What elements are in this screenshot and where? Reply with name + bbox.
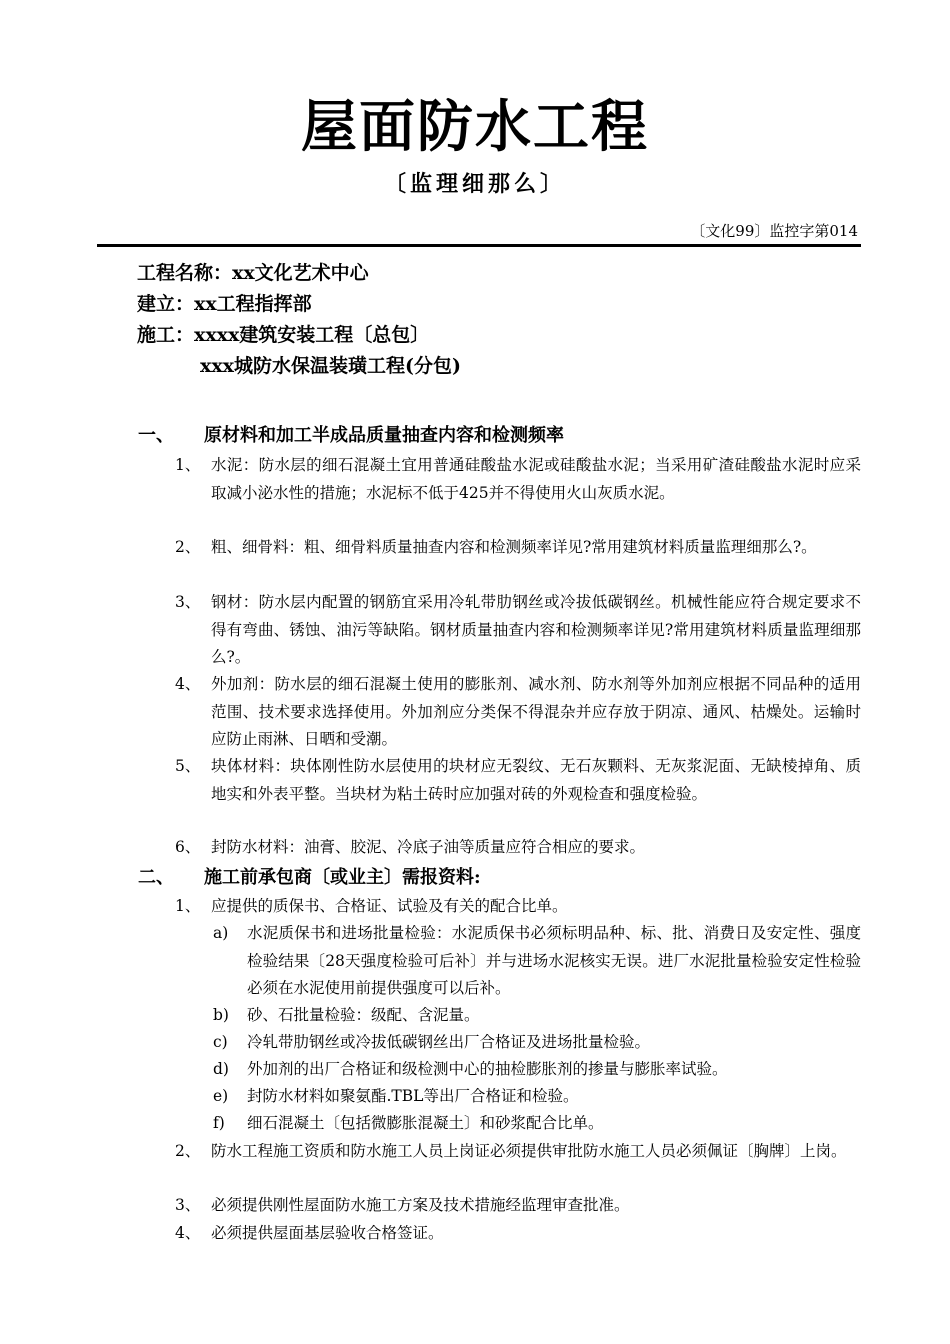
list-item-number: 2、: [175, 538, 201, 556]
sub-item-number: e): [213, 1087, 229, 1105]
list-item-text: 水泥：防水层的细石混凝土宜用普通硅酸盐水泥或硅酸盐水泥；当采用矿渣硅酸盐水泥时应采取减小泌水性的措施；水泥标不低于425并不得使用火山灰质水泥。: [211, 456, 861, 502]
project-name: 工程名称：xx文化艺术中心: [137, 262, 369, 284]
subcontractor-info: xxx城防水保温装璜工程(分包): [200, 355, 461, 377]
sub-item-number: b): [213, 1006, 229, 1024]
sub-item-number: d): [213, 1060, 229, 1078]
list-item-text: 防水工程施工资质和防水施工人员上岗证必须提供审批防水施工人员必须佩证〔胸牌〕上岗。: [211, 1142, 847, 1160]
list-item-number: 1、: [175, 456, 201, 474]
list-item-text: 块体材料：块体刚性防水层使用的块材应无裂纹、无石灰颗料、无灰浆泥面、无缺棱掉角、质地实和外表平整。当块材为粘土砖时应加强对砖的外观检查和强度检验。: [211, 757, 861, 803]
section-1-number: 一、: [138, 425, 174, 446]
sub-item-text: 砂、石批量检验：级配、含泥量。: [247, 1006, 480, 1024]
page-subtitle: 〔监理细那么〕: [383, 172, 566, 197]
section-2-title: 施工前承包商〔或业主〕需报资料:: [204, 867, 481, 888]
list-item-text: 封防水材料：油膏、胶泥、冷底子油等质量应符合相应的要求。: [211, 838, 646, 856]
sub-item-number: c): [213, 1033, 228, 1051]
list-item-text: 应提供的质保书、合格证、试验及有关的配合比单。: [211, 897, 568, 915]
list-item-text: 必须提供刚性屋面防水施工方案及技术措施经监理审查批准。: [211, 1196, 630, 1214]
list-item-number: 4、: [175, 675, 201, 693]
sub-item-number: a): [213, 924, 229, 942]
list-item-text: 必须提供屋面基层验收合格签证。: [211, 1224, 444, 1242]
list-item-number: 5、: [175, 757, 201, 775]
list-item-text: 粗、细骨料：粗、细骨料质量抽查内容和检测频率详见?常用建筑材料质量监理细那么?。: [211, 538, 817, 556]
sub-item-number: f): [213, 1114, 225, 1132]
sub-item-text: 冷轧带肋钢丝或冷拔低碳钢丝出厂合格证及进场批量检验。: [247, 1033, 651, 1051]
section-1-title: 原材料和加工半成品质量抽查内容和检测频率: [204, 425, 564, 446]
header-divider: [97, 244, 861, 247]
sub-item-text: 水泥质保书和进场批量检验：水泥质保书必须标明品种、标、批、消费日及安定性、强度检验结果〔28天强度检验可后补〕并与进场水泥核实无误。进厂水泥批量检验安定性检验必须在水泥使用前提供强度可以后补。: [247, 924, 861, 997]
list-item-number: 3、: [175, 593, 201, 611]
section-2-number: 二、: [138, 867, 174, 888]
sub-item-text: 外加剂的出厂合格证和级检测中心的抽检膨胀剂的掺量与膨胀率试验。: [247, 1060, 728, 1078]
builder-info: 建立：xx工程指挥部: [137, 293, 312, 315]
list-item-number: 1、: [175, 897, 201, 915]
list-item-number: 4、: [175, 1224, 201, 1242]
contractor-info: 施工：xxxx建筑安装工程〔总包〕: [137, 324, 430, 346]
sub-item-text: 封防水材料如聚氨酯.TBL等出厂合格证和检验。: [247, 1087, 579, 1105]
sub-item-text: 细石混凝土〔包括微膨胀混凝土〕和砂浆配合比单。: [247, 1114, 604, 1132]
document-number: 〔文化99〕监控字第014: [690, 222, 858, 240]
list-item-number: 2、: [175, 1142, 201, 1160]
list-item-text: 外加剂：防水层的细石混凝土使用的膨胀剂、减水剂、防水剂等外加剂应根据不同品种的适用范围、技术要求选择使用。外加剂应分类保不得混杂并应存放于阴凉、通风、枯燥处。运输时应防止雨淋、日晒和受潮。: [211, 675, 861, 748]
list-item-number: 3、: [175, 1196, 201, 1214]
page-title: 屋面防水工程: [301, 95, 649, 160]
list-item-text: 钢材：防水层内配置的钢筋宜采用冷轧带肋钢丝或冷拔低碳钢丝。机械性能应符合规定要求不得有弯曲、锈蚀、油污等缺陷。钢材质量抽查内容和检测频率详见?常用建筑材料质量监理细那么?。: [211, 593, 861, 666]
list-item-number: 6、: [175, 838, 201, 856]
